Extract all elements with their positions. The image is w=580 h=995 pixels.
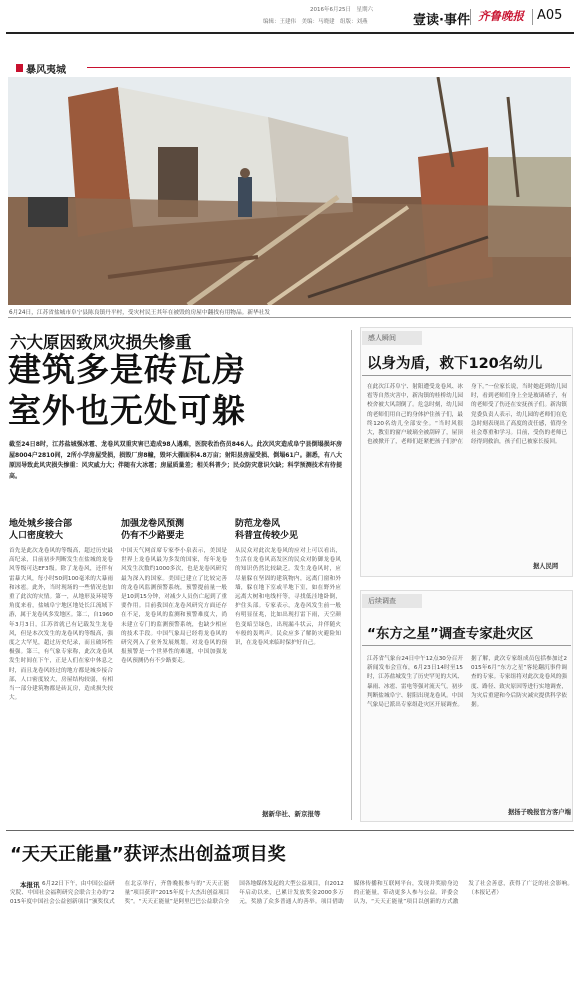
topic-marker [16,64,23,72]
sidebar-1-title: 以身为盾，救下120名幼儿 [367,356,543,372]
sidebar-2-title-rule [362,645,571,646]
sidebar-2-source: 据扬子晚报官方客户端 [508,809,571,816]
sidebar-1-title-rule [362,375,571,376]
topic-rule [87,67,570,68]
header-date: 2016年6月25日 星期六 [310,7,373,13]
column-2-title-line1: 加强龙卷风预测 [121,519,185,529]
bottom-body: 6月22日下午，由中国公益研究院、中国社会福利研究会联合主办的“2015年度中国社会公益创新项目”颁奖仪式在北京举行，齐鲁晚报参与的“天天正能量”项目获评“2015年度十大杰出创益项目奖”。“天天正能量”是阿里巴巴公益联合全国各地媒体发起的大型公益项目，自2012年启动以来，已累计发放奖金2000多万元，奖励了众多普通人的善举。项目借助媒体传播和互联网平台，发现并奖励身边的正能量，带动更多人参与公益。评委会认为，“天天正能量”项目以创新的方式激发了社会善意，获得了广泛的社会影响。（本报记者） [10,881,573,906]
disaster-photo [8,77,571,305]
column-1-body: 首先是此次龙卷风的等级高，超过历史最高纪录，目前初步判断发生在盐城的龙卷风等级可达EF3级。除了龙卷风，还伴有雷暴大风，每小时50到100毫米的大暴雨和冰雹。此外，当时现场的一些情况也加重了此次的灾情。第一，从地形及环境等角度来看，盐城阜宁地区地处长江流域下游，属于龙卷风多发地区。第二，自1960年3月3日，江苏省就已有记载发生龙卷风，但是本次发生的龙卷风的等级高，强度之大罕见，超过历史纪录，而且破坏性极强。第三，有气象专家称，此次龙卷风发生时间在下午，正是人们在家中休息之时，而且龙卷风经过的地方都是城乡接合部，人口密度较大，房屋结构较弱，有相当一部分建筑物都是砖瓦房，造成损失较大。 [9,548,113,702]
newspaper-logo: 齐鲁晚报 [478,9,524,23]
ruined-house-image [8,77,571,305]
lead-paragraph: 截至24日8时，江苏盐城强冰雹、龙卷风双重灾害已造成98人遇难，医院收治伤员846人。此次风灾造成阜宁县倒塌损坏房屋8004户2810间，2所小学房屋受损，损毁厂房8幢，毁坏大棚面积4.8万亩；射阳县房屋受损、倒塌61户。据悉，有八大原因导致此风灾损失惨重：风灾威力大；伴随有大冰雹；房屋质量差；相关科普少；民众防灾意识欠缺；科学预测技术有待提高。 [9,441,342,481]
column-2-title-line2: 仍有不少路要走 [121,531,185,541]
column-3-title-line1: 防范龙卷风 [235,519,281,529]
sidebar-2-title: “东方之星”调查专家赴灾区 [367,626,534,642]
article-kicker: 六大原因致风灾损失惨重 [10,333,192,352]
article-headline-line1: 建筑多是砖瓦房 [8,350,246,389]
photo-caption: 6月24日，江苏省盐城市阜宁县陈良镇丹平村，受灾村民王其年在被毁的房屋中翻找有用物品。新华社发 [9,310,271,316]
sidebar-2-body: 江苏省气象台24日中午12点30分召开新闻发布会宣布，6月23日14时至15时，江苏盐城发生了历史罕见的大风、暴雨、冰雹、雷电等强对流天气，初步判断盐城阜宁、射阳出现龙卷风。中国气象局已派出专家组赴灾区开展调查。据了解，此次专家组成员包括参加过2015年6月“东方之星”客轮翻沉事件调查的专家。专家组将对此次龙卷风的强度、路径、致灾原因等进行实地调查，为灾后重建和今后防灾减灾提供科学依据。 [367,656,567,709]
bottom-rule [6,830,574,831]
column-3-body: 从民众对此次龙卷风的应对上可以看出，生活在龙卷风高发区的民众对防御龙卷风的知识仍然比较缺乏。发生龙卷风时，应尽量躲在坚固的建筑物内，远离门窗和外墙，躲在地下室或半地下室，如在野外应远离大树和电线杆等，寻找低洼地卧倒，护住头部。专家表示，龙卷风发生前一般有明显征兆，比如出现打雷下雨，天空颜色变暗呈绿色，出现漏斗状云，并伴随火车般的轰鸣声。民众应多了解防灾避险知识，在龙卷风来临时保护好自己。 [235,548,341,647]
topic-label: 暴风夷城 [26,65,66,76]
column-2-title [121,518,226,542]
caption-rule [8,317,571,318]
sidebar-1-label: 感人瞬间 [362,331,422,345]
bottom-byline: 本报讯 [20,881,40,889]
column-3-title [235,518,340,542]
column-1-title [9,518,114,542]
article-headline-line2: 室外也无处可躲 [8,391,246,430]
header-rule [6,32,574,34]
bottom-headline: “天天正能量”获评杰出创益项目奖 [10,844,286,865]
sidebar-1-source: 据人民网 [533,563,559,570]
article-source: 据新华社、新京报等 [262,810,321,818]
column-1-title-line1: 地处城乡接合部 [9,519,73,529]
sidebar-2-label: 后续调查 [362,594,422,608]
vertical-divider [351,330,352,820]
column-1-title-line2: 人口密度较大 [9,531,64,541]
header-editors: 编辑：王建伟 美编：马晓建 组版：刘燕 [263,19,368,25]
page-number: A05 [537,8,563,23]
section-title: 壹读·事件 [413,13,470,28]
header-divider [532,9,533,25]
column-2-body: 中国天气网首席专家李小泉表示，美国是世界上龙卷风最为多发的国家，每年龙卷风发生次数约1000多次，也是龙卷风研究最为深入的国家。美国已建立了比较完善的龙卷风监测预警系统，预警提前量一般是10到15分钟，对减少人员伤亡起到了重要作用。目前我国在龙卷风研究方面还存在不足，龙卷风的监测和预警难度大，尚未建立专门的监测预警系统，也缺少相应的技术手段。中国气象局已经将龙卷风的研究列入了业务发展规划。对龙卷风的预报预警是一个世界性的难题，中国加强龙卷风预测仍有不少路要走。 [121,548,227,665]
header-divider [470,9,471,25]
sidebar-1-body: 在此次江苏阜宁、射阳遭受龙卷风、冰雹等自然灾害中，新沟镇的桂桥幼儿园校舍被大风刮倒了。危急时刻，幼儿园的老师们用自己的身体护住孩子们，最终120名幼儿全部安全。“当时风很大，教室的窗户玻璃全被刮碎了，屋顶也被掀开了，老师们赶紧把孩子们护在身下。”一位家长说，当时她赶到幼儿园时，看到老师们身上全是玻璃碴子，有的老师受了伤还在安抚孩子们。新沟镇党委负责人表示，幼儿园的老师们在危急时刻表现出了高度的责任感，值得全社会尊重和学习。目前，受伤的老师已经得到救治，孩子们已被家长接回。 [367,384,567,446]
column-3-title-line2: 科普宣传较少见 [235,531,299,541]
